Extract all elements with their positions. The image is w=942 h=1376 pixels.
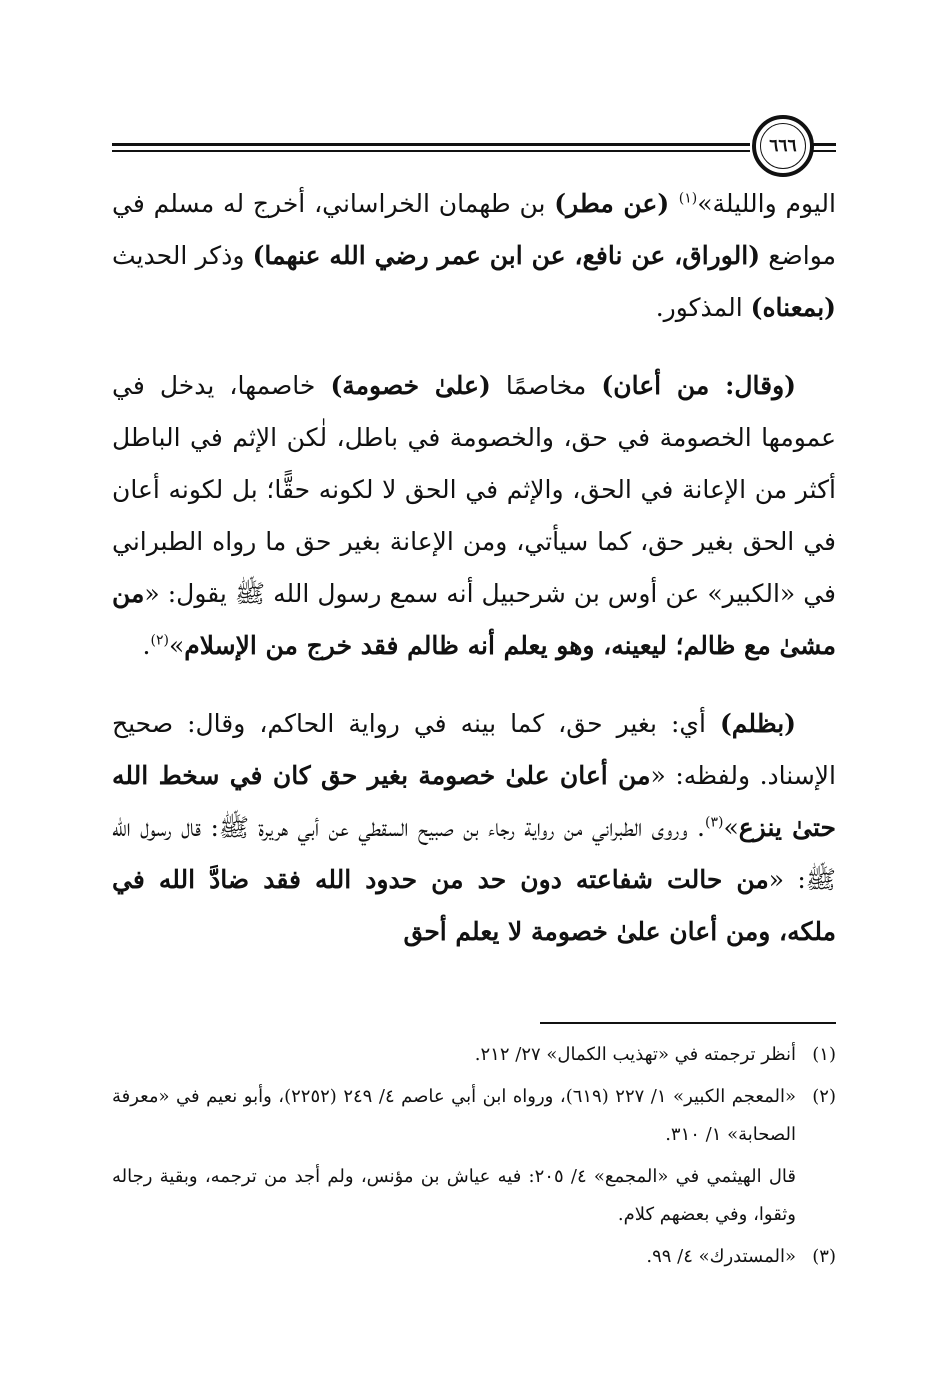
- text-run: المذكور.: [655, 293, 751, 322]
- bold-run: (علىٰ خصومة): [330, 371, 491, 400]
- footnote-number: (٣): [812, 1246, 836, 1267]
- footnote-ref-1[interactable]: (١): [678, 190, 698, 207]
- hadith-quote: من مشىٰ مع ظالم؛ ليعينه، وهو يعلم أنه ظالم فقد خرج من الإسلام: [112, 579, 836, 660]
- bold-run: (بمعناه): [750, 293, 836, 322]
- hadith-quote: من حالت شفاعته دون حد من حدود الله فقد ضادَّ الله في ملكه، ومن أعان علىٰ خصومة لا يعلم أحق: [112, 865, 836, 946]
- header-rule-top: [112, 143, 750, 146]
- bold-run: (عن مطر): [554, 189, 679, 218]
- footnote-1: [112, 1036, 836, 1074]
- hadith-quote: من أعان علىٰ خصومة بغير حق كان في سخط الله حتىٰ ينزع: [112, 761, 836, 842]
- footnote-2-continuation: قال الهيثمي في «المجمع» ٤/ ٢٠٥: فيه عياش بن مؤنس، ولم أجد من ترجمه، وبقية رجاله وثقوا، وفي بعضهم كلام.: [112, 1166, 797, 1225]
- footnote-3: [112, 1238, 836, 1276]
- page-number-badge: [752, 115, 814, 177]
- bold-run: (بظلم): [719, 709, 796, 738]
- main-text: [112, 178, 836, 984]
- footnote-number: (٢): [812, 1086, 836, 1107]
- page-header: [112, 112, 836, 182]
- footnote-ref-3[interactable]: (٣): [705, 814, 724, 831]
- text-run: مخاصمًا: [490, 371, 602, 400]
- footnote-number: (١): [812, 1044, 836, 1065]
- text-run: اليوم والليلة»: [697, 189, 836, 218]
- page-number: ٦٦٦: [760, 123, 806, 169]
- footnote-ref-2[interactable]: (٢): [150, 632, 169, 649]
- footnote-text: «المستدرك» ٤/ ٩٩.: [646, 1246, 796, 1267]
- text-run: بن طهمان الخراساني، أخرج له مسلم في مواضع: [112, 189, 836, 270]
- text-run: »: [723, 813, 739, 842]
- paragraph-3: [112, 698, 836, 958]
- bold-run: (الوراق، عن نافع، عن ابن عمر رضي الله عنهما): [252, 241, 761, 270]
- text-run: . وروى الطبراني من رواية رجاء بن صبيح السقطي عن أبي هريرة ﷺ: قال رسول الله ﷺ: «: [112, 813, 836, 894]
- text-run: أي: بغير حق، كما بينه في رواية الحاكم، وقال: صحيح الإسناد. ولفظه: «: [112, 709, 836, 790]
- header-rule-bottom: [112, 150, 750, 152]
- paragraph-2: [112, 360, 836, 672]
- footnote-text: أنظر ترجمته في «تهذيب الكمال» ٢٧/ ٢١٢.: [474, 1044, 796, 1065]
- bold-run: (وقال: من أعان): [601, 371, 796, 400]
- footnotes: [112, 1036, 836, 1280]
- footnote-text: «المعجم الكبير» ١/ ٢٢٧ (٦١٩)، ورواه ابن أبي عاصم ٤/ ٢٤٩ (٢٢٥٢)، وأبو نعيم في «معرفة الصحابة» ١/ ٣١٠.: [112, 1086, 796, 1145]
- paragraph-1: [112, 178, 836, 334]
- text-run: »: [168, 631, 185, 660]
- text-run: خاصمها، يدخل في عمومها الخصومة في حق، والخصومة في باطل، لٰكن الإثم في الباطل أكثر من الإعانة في الحق، والإثم في الحق لا لكونه حقًّا؛ بل لكونه أعان في الحق بغير حق، كما سيأتي، ومن الإعانة بغير حق ما رواه الطبراني في «الكبير» عن أوس بن شرحبيل أنه سمع رسول الله ﷺ يقول: «: [112, 371, 836, 608]
- footnote-2: [112, 1078, 836, 1154]
- text-run: وذكر الحديث: [112, 241, 253, 270]
- footnote-separator: [540, 1022, 836, 1024]
- text-run: .: [142, 631, 151, 660]
